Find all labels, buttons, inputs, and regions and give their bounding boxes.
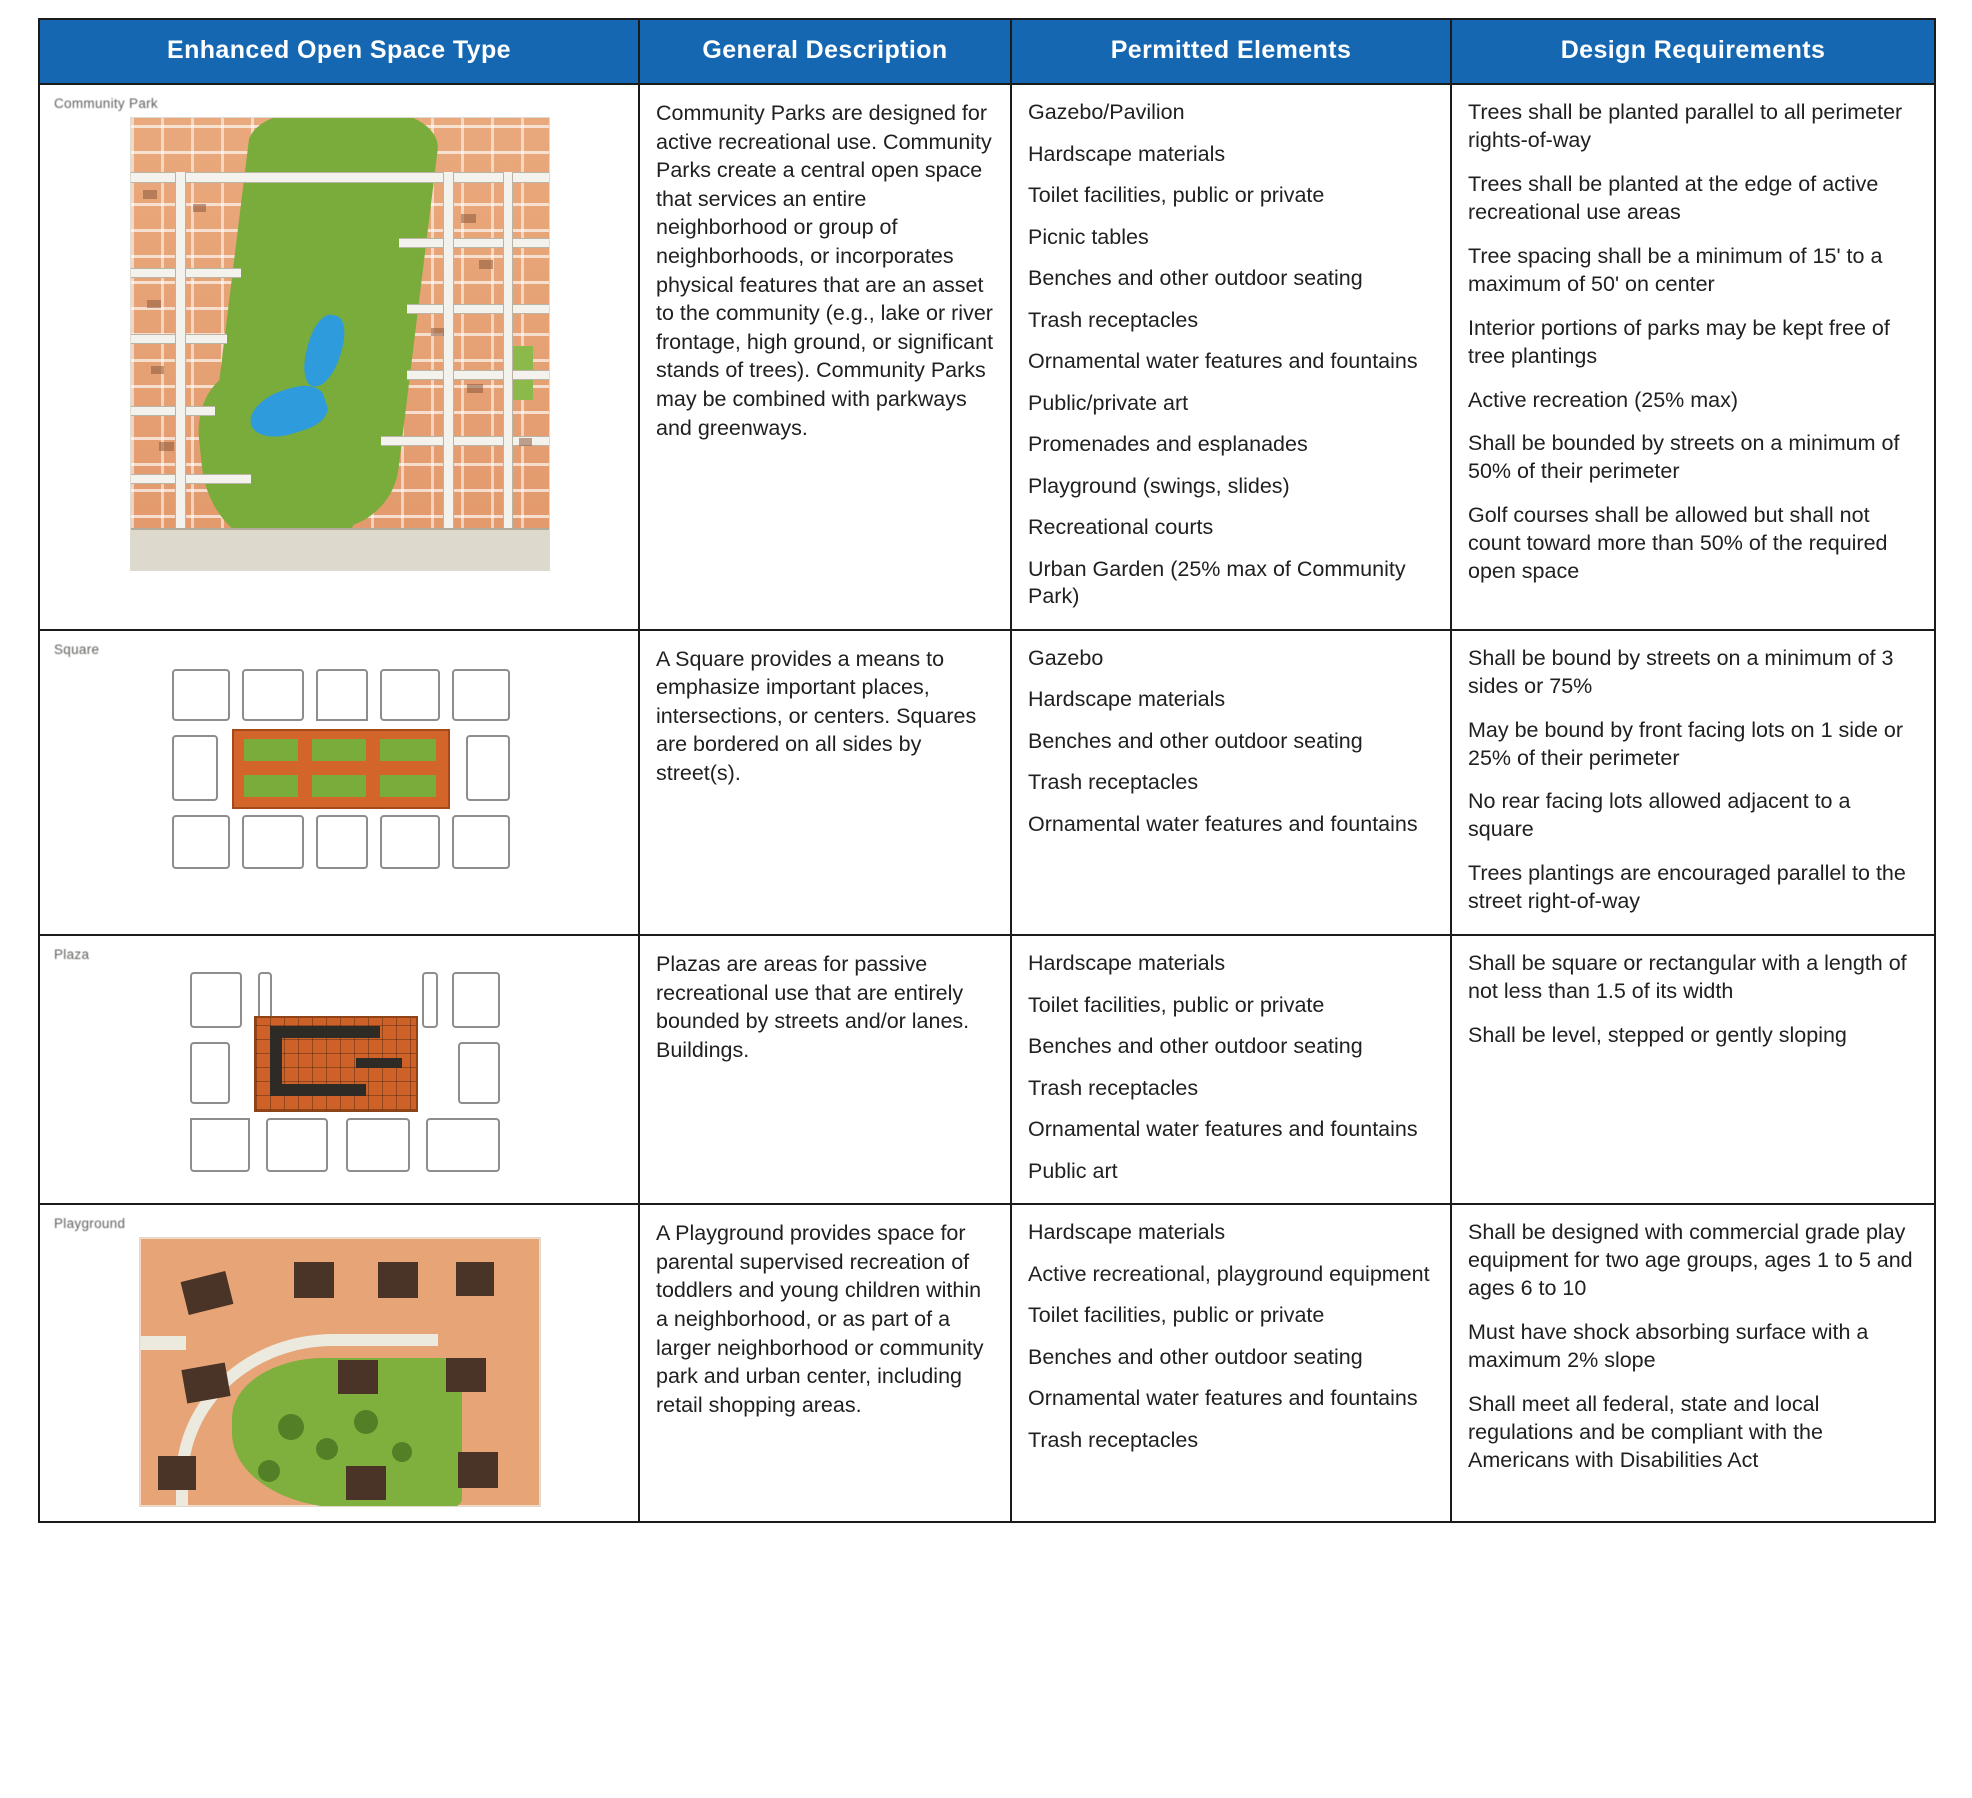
cell-open-space-type (39, 935, 639, 1204)
cell-design-requirements (1451, 935, 1935, 1204)
list-item: Interior portions of parks may be kept free of tree plantings (1468, 315, 1890, 368)
list-item: Toilet facilities, public or private (1028, 1303, 1325, 1328)
list-item: Picnic tables (1028, 224, 1149, 249)
table-header (39, 19, 1935, 84)
list-item: Shall be bound by streets on a minimum of 3 sides or 75% (1468, 645, 1894, 698)
list-item: Gazebo/Pavilion (1028, 100, 1185, 124)
type-label-community-park: Community Park (54, 96, 158, 111)
column-header-permitted-elements: Permitted Elements (1011, 19, 1451, 84)
description-text: A Square provides a means to emphasize important places, intersections, or centers. Squares are bordered on all sides by street(s). (656, 646, 977, 786)
list-item: Trash receptacles (1028, 307, 1199, 332)
community-park-aerial-map-image (130, 117, 550, 571)
list-item: Benches and other outdoor seating (1028, 1344, 1363, 1369)
list-item: Promenades and esplanades (1028, 432, 1308, 457)
list-item: Urban Garden (25% max of Community Park) (1028, 556, 1406, 609)
list-item: Public art (1028, 1158, 1118, 1183)
column-header-type: Enhanced Open Space Type (39, 19, 639, 84)
table-row (39, 1204, 1935, 1522)
permitted-elements-list (1028, 645, 1434, 839)
cell-general-description (639, 935, 1011, 1204)
cell-design-requirements (1451, 1204, 1935, 1522)
list-item: Shall meet all federal, state and local regulations and be compliant with the Americans with Disabilities Act (1468, 1391, 1823, 1472)
description-text: Community Parks are designed for active recreational use. Community Parks create a central open space that services an entire neighborhood or group of neighborhoods, or incorporates physical features that are an asset to the community (e.g., lake or river frontage, high ground, or significant stands of trees). Community Parks may be combined with parkways and greenways. (656, 101, 994, 440)
table-row (39, 935, 1935, 1204)
column-header-description: General Description (639, 19, 1011, 84)
permitted-elements-list (1028, 950, 1434, 1185)
design-requirements-list (1468, 950, 1918, 1050)
list-item: Golf courses shall be allowed but shall not count toward more than 50% of the required open space (1468, 503, 1888, 584)
list-item: Ornamental water features and fountains (1028, 349, 1418, 374)
description-text: A Playground provides space for parental supervised recreation of toddlers and young children within a neighborhood, or as part of a larger neighborhood or community park and urban center, including retail shopping areas. (656, 1221, 984, 1417)
permitted-elements-list (1028, 99, 1434, 611)
open-space-matrix-table (38, 18, 1936, 1523)
cell-permitted-elements (1011, 935, 1451, 1204)
cell-open-space-type (39, 84, 639, 630)
list-item: Shall be level, stepped or gently sloping (1468, 1023, 1847, 1048)
description-text: Plazas are areas for passive recreational use that are entirely bounded by streets and/or lanes. Buildings. (656, 952, 970, 1062)
list-item: Recreational courts (1028, 515, 1214, 540)
list-item: Tree spacing shall be a minimum of 15' to a maximum of 50' on center (1468, 243, 1883, 296)
list-item: Hardscape materials (1028, 687, 1226, 712)
cell-open-space-type (39, 1204, 639, 1522)
cell-permitted-elements (1011, 1204, 1451, 1522)
list-item: Toilet facilities, public or private (1028, 183, 1325, 208)
list-item: No rear facing lots allowed adjacent to a square (1468, 789, 1851, 842)
list-item: Toilet facilities, public or private (1028, 992, 1325, 1017)
list-item: Hardscape materials (1028, 951, 1226, 976)
list-item: Hardscape materials (1028, 141, 1226, 166)
list-item: Trash receptacles (1028, 1075, 1199, 1100)
permitted-elements-list (1028, 1219, 1434, 1454)
type-label-square: Square (54, 641, 100, 657)
table-body (39, 84, 1935, 1522)
list-item: Shall be bounded by streets on a minimum of 50% of their perimeter (1468, 431, 1900, 484)
list-item: Trees plantings are encouraged parallel to the street right-of-way (1468, 861, 1906, 914)
cell-permitted-elements (1011, 630, 1451, 936)
list-item: Ornamental water features and fountains (1028, 811, 1418, 836)
list-item: Trees shall be planted at the edge of active recreational use areas (1468, 171, 1879, 224)
list-item: Active recreational, playground equipment (1028, 1261, 1430, 1286)
type-label-playground: Playground (54, 1216, 126, 1232)
list-item: Shall be designed with commercial grade play equipment for two age groups, ages 1 to 5 and ages 6 to 10 (1468, 1220, 1913, 1301)
table-header-row (39, 19, 1935, 84)
list-item: Ornamental water features and fountains (1028, 1386, 1418, 1411)
list-item: Hardscape materials (1028, 1220, 1226, 1245)
list-item: Benches and other outdoor seating (1028, 728, 1363, 753)
type-label-plaza: Plaza (54, 947, 90, 963)
cell-general-description (639, 1204, 1011, 1522)
list-item: May be bound by front facing lots on 1 side or 25% of their perimeter (1468, 717, 1904, 770)
cell-open-space-type (39, 630, 639, 936)
playground-aerial-map-image (139, 1237, 541, 1507)
cell-general-description (639, 84, 1011, 630)
list-item: Must have shock absorbing surface with a maximum 2% slope (1468, 1320, 1869, 1373)
cell-design-requirements (1451, 630, 1935, 936)
list-item: Ornamental water features and fountains (1028, 1117, 1418, 1142)
list-item: Trees shall be planted parallel to all perimeter rights-of-way (1468, 100, 1903, 152)
plaza-block-diagram-image (170, 968, 510, 1178)
table-row (39, 84, 1935, 630)
table-row (39, 630, 1935, 936)
column-header-design-requirements: Design Requirements (1451, 19, 1935, 84)
design-requirements-list (1468, 99, 1918, 586)
list-item: Benches and other outdoor seating (1028, 266, 1363, 291)
list-item: Trash receptacles (1028, 770, 1199, 795)
cell-permitted-elements (1011, 84, 1451, 630)
list-item: Active recreation (25% max) (1468, 387, 1739, 412)
list-item: Benches and other outdoor seating (1028, 1034, 1363, 1059)
design-requirements-list (1468, 645, 1918, 917)
design-requirements-list (1468, 1219, 1918, 1475)
list-item: Public/private art (1028, 390, 1189, 415)
square-block-diagram-image (170, 663, 510, 873)
cell-design-requirements (1451, 84, 1935, 630)
list-item: Trash receptacles (1028, 1427, 1199, 1452)
cell-general-description (639, 630, 1011, 936)
list-item: Gazebo (1028, 645, 1104, 670)
list-item: Playground (swings, slides) (1028, 473, 1290, 498)
list-item: Shall be square or rectangular with a length of not less than 1.5 of its width (1468, 951, 1907, 1004)
